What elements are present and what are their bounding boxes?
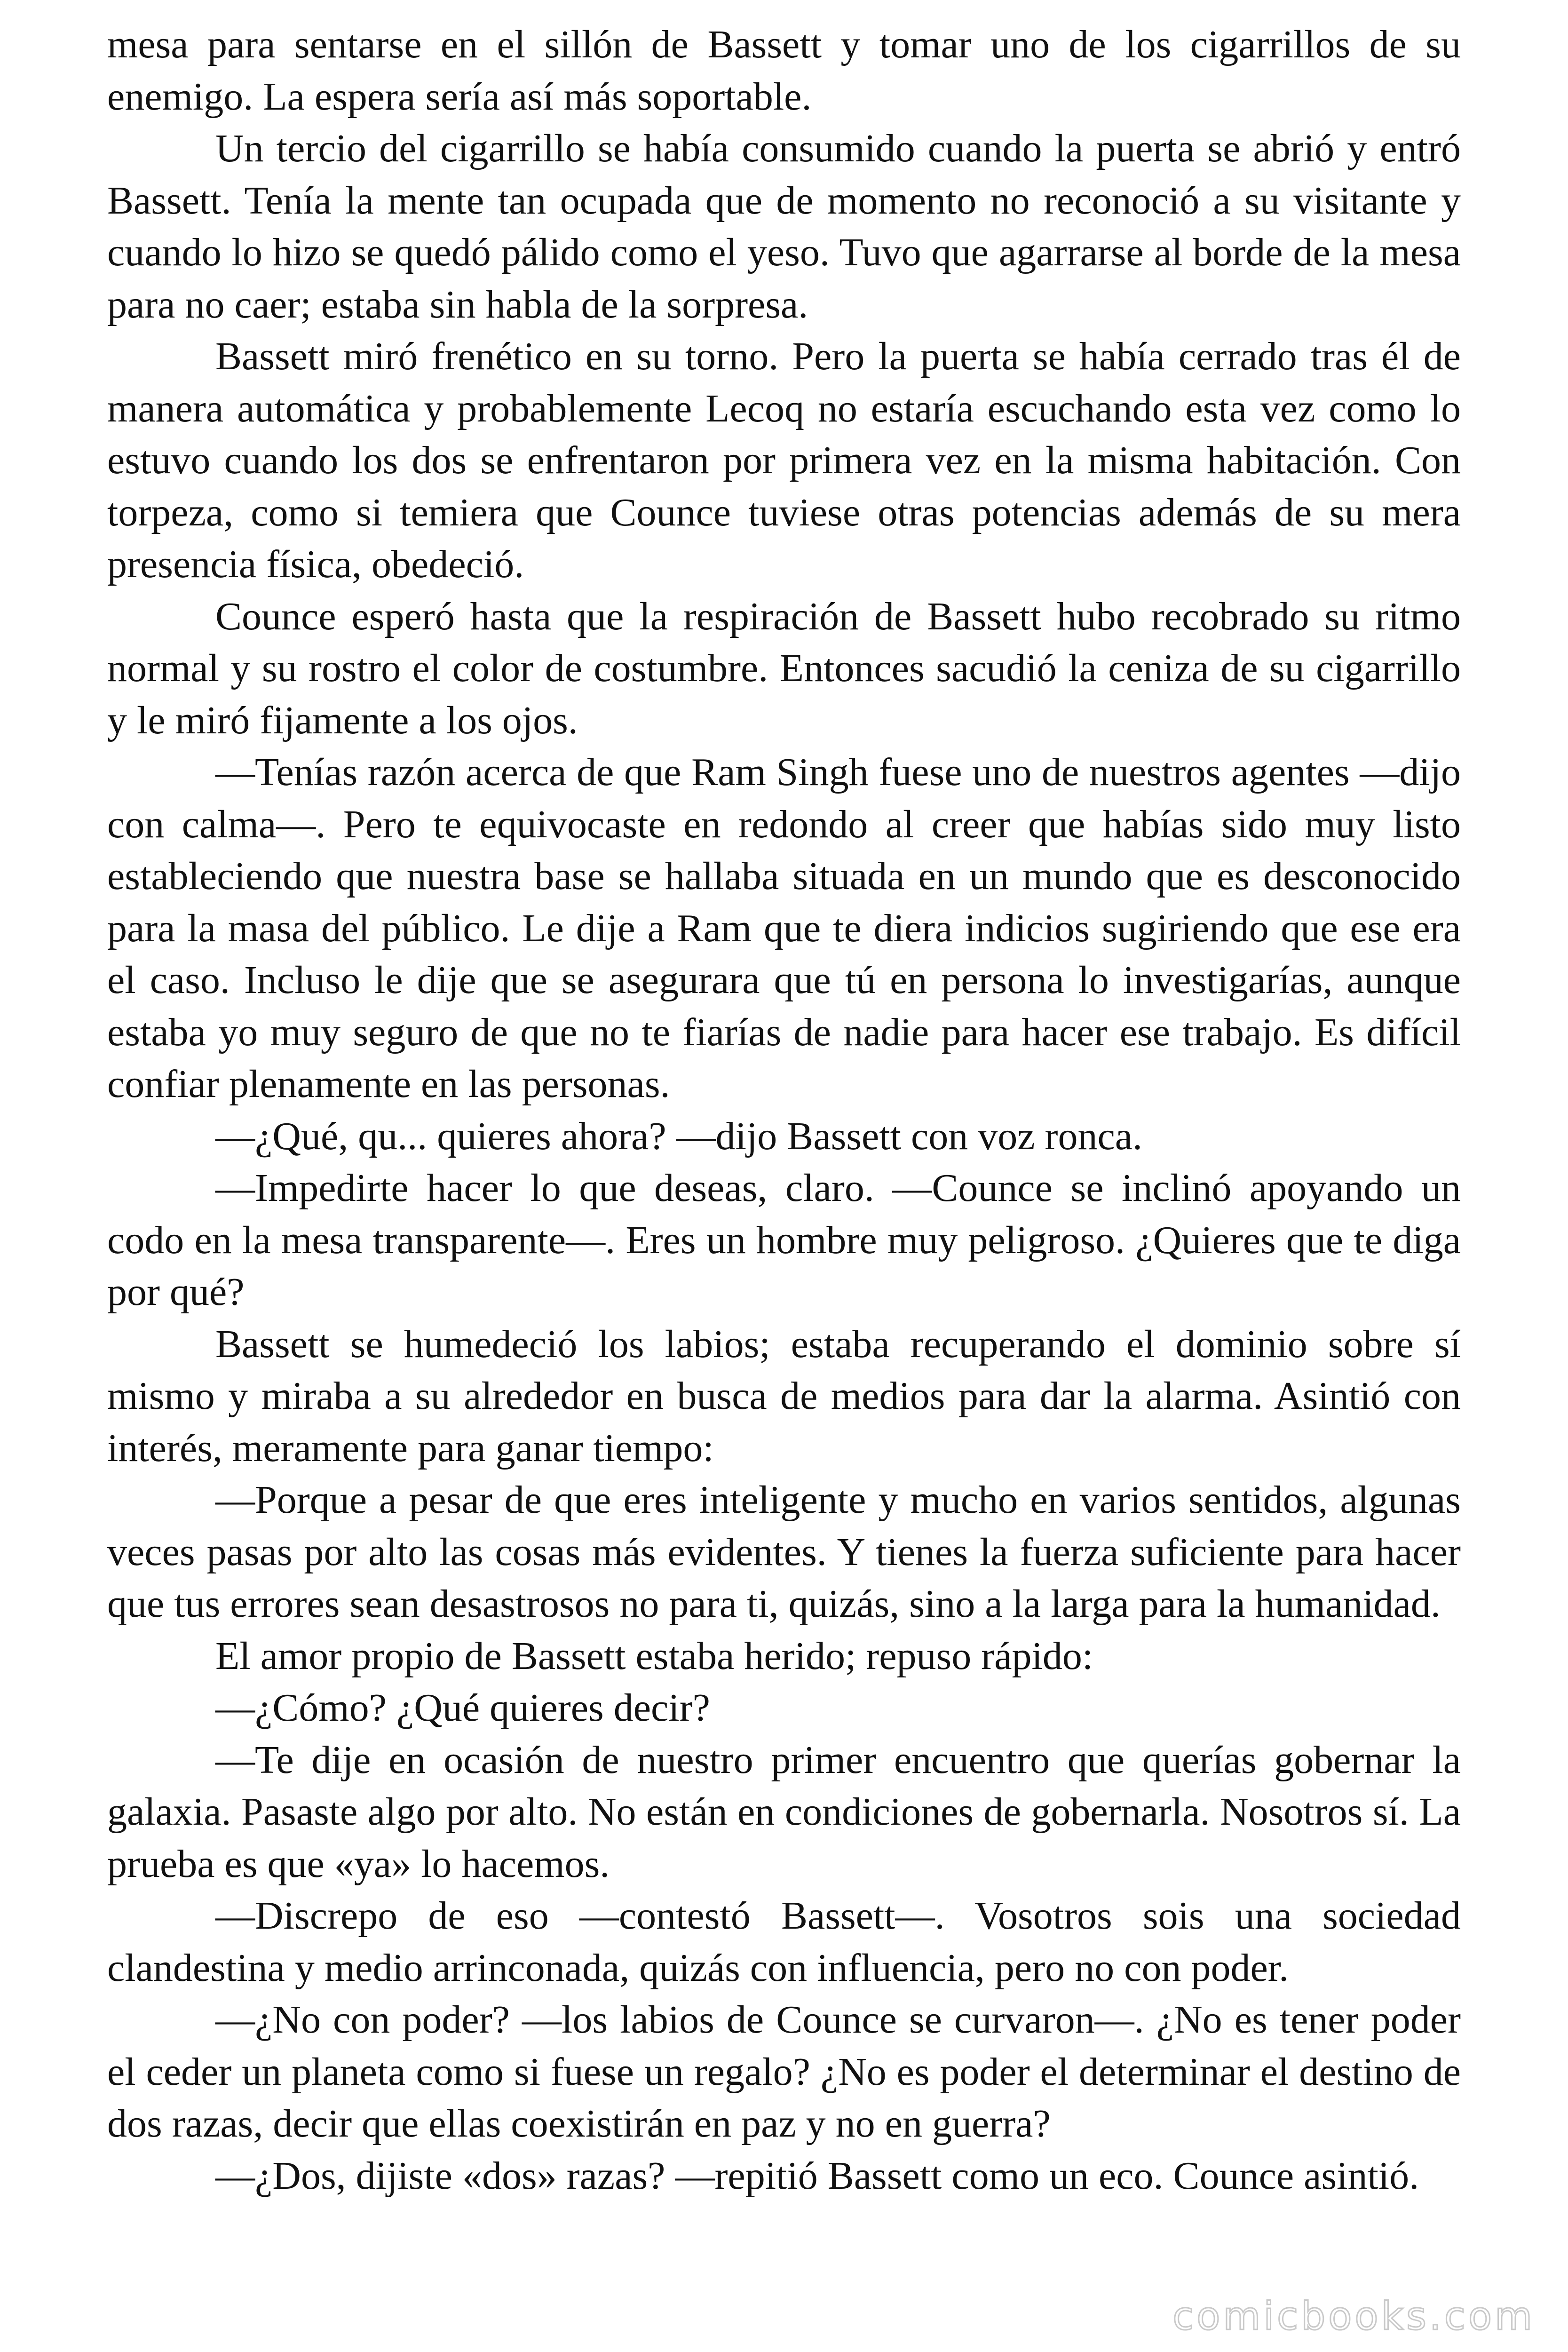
paragraph: —¿No con poder? —los labios de Counce se curvaron—. ¿No es tener poder el ceder un planeta como si fuese un regalo? ¿No es poder el determinar el destino de dos razas, decir que ellas coexistirán en paz y no en guerra? — [107, 1998, 1461, 2145]
watermark: comicbooks.com — [1172, 2294, 1535, 2339]
paragraph: —¿Qué, qu... quieres ahora? —dijo Bassett con voz ronca. — [215, 1114, 1143, 1158]
paragraph: —Discrepo de eso —contestó Bassett—. Vosotros sois una sociedad clandestina y medio arrinconada, quizás con influencia, pero no con poder. — [107, 1894, 1461, 1990]
book-page-text — [107, 19, 1461, 2202]
paragraph: —¿Cómo? ¿Qué quieres decir? — [215, 1686, 710, 1730]
paragraph: Un tercio del cigarrillo se había consumido cuando la puerta se abrió y entró Bassett. Tenía la mente tan ocupada que de momento no reconoció a su visitante y cuando lo hizo se quedó pálido como el yeso. Tuvo que agarrarse al borde de la mesa para no caer; estaba sin habla de la sorpresa. — [107, 127, 1461, 326]
paragraph: El amor propio de Bassett estaba herido; repuso rápido: — [215, 1634, 1093, 1678]
paragraph: Counce esperó hasta que la respiración de Bassett hubo recobrado su ritmo normal y su rostro el color de costumbre. Entonces sacudió la ceniza de su cigarrillo y le miró fijamente a los ojos. — [107, 594, 1461, 742]
paragraph: mesa para sentarse en el sillón de Bassett y tomar uno de los cigarrillos de su enemigo. La espera sería así más soportable. — [107, 23, 1461, 119]
paragraph: —Te dije en ocasión de nuestro primer encuentro que querías gobernar la galaxia. Pasaste algo por alto. No están en condiciones de gobernarla. Nosotros sí. La prueba es que «ya» lo hacemos. — [107, 1738, 1461, 1886]
paragraph: Bassett se humedeció los labios; estaba recuperando el dominio sobre sí mismo y miraba a su alrededor en busca de medios para dar la alarma. Asintió con interés, meramente para ganar tiempo: — [107, 1322, 1461, 1470]
paragraph: —Tenías razón acerca de que Ram Singh fuese uno de nuestros agentes —dijo con calma—. Pero te equivocaste en redondo al creer que habías sido muy listo estableciendo que nuestra base se hallaba situada en un mundo que es desconocido para la masa del público. Le dije a Ram que te diera indicios sugiriendo que ese era el caso. Incluso le dije que se asegurara que tú en persona lo investigarías, aunque estaba yo muy seguro de que no te fiarías de nadie para hacer ese trabajo. Es difícil confiar plenamente en las personas. — [107, 750, 1461, 1106]
paragraph: —Impedirte hacer lo que deseas, claro. —Counce se inclinó apoyando un codo en la mesa transparente—. Eres un hombre muy peligroso. ¿Quieres que te diga por qué? — [107, 1166, 1461, 1314]
paragraph: —¿Dos, dijiste «dos» razas? —repitió Bassett como un eco. Counce asintió. — [215, 2153, 1419, 2198]
paragraph: —Porque a pesar de que eres inteligente y mucho en varios sentidos, algunas veces pasas por alto las cosas más evidentes. Y tienes la fuerza suficiente para hacer que tus errores sean desastrosos no para ti, quizás, sino a la larga para la humanidad. — [107, 1478, 1461, 1626]
paragraph: Bassett miró frenético en su torno. Pero la puerta se había cerrado tras él de manera automática y probablemente Lecoq no estaría escuchando esta vez como lo estuvo cuando los dos se enfrentaron por primera vez en la misma habitación. Con torpeza, como si temiera que Counce tuviese otras potencias además de su mera presencia física, obedeció. — [107, 334, 1461, 586]
